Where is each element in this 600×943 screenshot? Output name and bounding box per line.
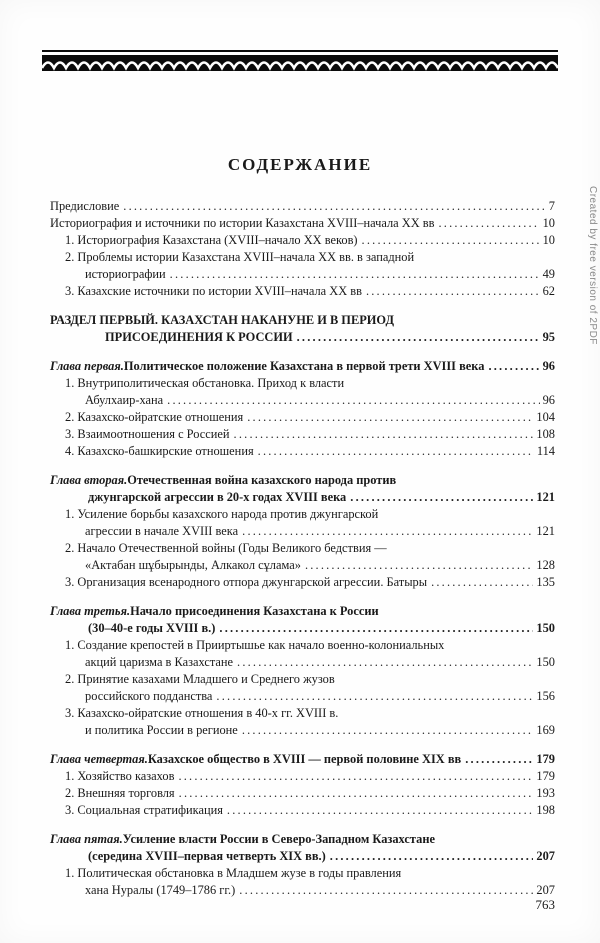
dot-leader [258,443,534,460]
dot-leader [330,848,534,865]
toc-entry [50,375,555,409]
page-ref: 10 [542,233,555,247]
entry-text: 2. Начало Отечественной войны (Годы Великого бедствия — [65,541,387,555]
toc-entry [50,574,555,591]
entry-text: «Актабан шұбырынды, Алкакол сұлама» [85,558,301,572]
entry-text: 1. Создание крепостей в Прииртышье как начало военно-колониальных [65,638,445,652]
entry-text: 2. Принятие казахами Младшего и Среднего жузов [65,672,335,686]
entry-text: Предисловие [50,199,120,213]
toc-entry [50,443,555,460]
entry-text: Усиление власти России в Северо-Западном Казахстане [122,832,435,846]
chapter-label: Глава пятая. [50,832,123,846]
dot-leader [237,654,533,671]
dot-leader [219,620,533,637]
toc-line [50,329,555,346]
toc-line [65,654,555,671]
toc-line [50,198,555,215]
page-ref: 169 [536,723,555,737]
toc-line [65,705,555,722]
page-ref: 179 [536,769,555,783]
entry-text: 3. Казахско-ойратские отношения в 40-х гг. XVIII в. [65,706,339,720]
toc-entry [50,506,555,540]
toc-line [50,831,555,848]
toc-line [65,266,555,283]
entry-text: 3. Взаимоотношения с Россией [65,427,230,441]
toc-line [65,574,555,591]
toc-entry [50,802,555,819]
toc-entry [50,705,555,739]
toc-entry [50,312,555,346]
entry-text: 2. Проблемы истории Казахстана XVIII–начала XX вв. в западной [65,250,415,264]
toc-line [50,603,555,620]
entry-text: РАЗДЕЛ ПЕРВЫЙ. КАЗАХСТАН НАКАНУНЕ И В ПЕРИОД [50,313,394,327]
toc-entry [50,232,555,249]
entry-text: акций царизма в Казахстане [85,655,234,669]
toc-entry [50,768,555,785]
entry-text: Абулхаир-хана [85,393,164,407]
page-ref: 96 [542,359,555,373]
toc-entry [50,472,555,506]
chapter-label: Глава первая. [50,359,124,373]
chapter-label: Глава третья. [50,604,131,618]
toc-line [65,283,555,300]
dot-leader [179,785,534,802]
toc-line [65,637,555,654]
entry-text: 1. Внутриполитическая обстановка. Приход к власти [65,376,345,390]
dot-leader [242,523,533,540]
toc-line [50,489,555,506]
page-ref: 150 [536,655,555,669]
page-ref: 7 [548,199,555,213]
page-ref: 128 [536,558,555,572]
toc-line [65,688,555,705]
toc-line [50,620,555,637]
dot-leader [167,392,539,409]
ornament-border [42,50,558,71]
dot-leader [297,329,540,346]
entry-text: и политика России в регионе [85,723,238,737]
toc-line [65,882,555,899]
entry-text: 1. Историография Казахстана (XVIII–начало XX веков) [65,233,358,247]
dot-leader [247,409,533,426]
toc-line [65,768,555,785]
dot-leader [350,489,533,506]
folio-number: 763 [535,897,555,912]
dot-leader [366,283,540,300]
toc-line [65,557,555,574]
page-ref: 135 [536,575,555,589]
entry-text: российского подданства [85,689,213,703]
dot-leader [488,358,539,375]
toc-line [65,865,555,882]
toc-line [65,671,555,688]
page-ref: 121 [536,524,555,538]
chapter-label: Глава вторая. [50,473,128,487]
entry-text: Казахское общество в XVIII — первой половине XIX вв [147,752,462,766]
toc-entry [50,409,555,426]
toc-entry [50,249,555,283]
toc-line [65,506,555,523]
toc-entry [50,426,555,443]
entry-text: ПРИСОЕДИНЕНИЯ К РОССИИ [105,330,293,344]
toc-line [65,540,555,557]
page-ref: 198 [536,803,555,817]
entry-text: (30–40-е годы XVIII в.) [88,621,216,635]
toc-entry [50,198,555,215]
dot-leader [239,882,533,899]
toc-entry [50,358,555,375]
page-ref: 179 [536,752,555,766]
toc-line [65,392,555,409]
page-ref: 207 [536,849,555,863]
toc-line [50,215,555,232]
toc-line [65,523,555,540]
toc-line [50,358,555,375]
entry-text: 3. Организация всенародного отпора джунгарской агрессии. Батыры [65,575,428,589]
entry-text: хана Нуралы (1749–1786 гг.) [85,883,236,897]
toc-line [50,312,555,329]
toc-entry [50,671,555,705]
entry-text: историографии [85,267,166,281]
entry-text: 2. Казахско-ойратские отношения [65,410,244,424]
dot-leader [123,198,546,215]
dot-leader [227,802,533,819]
entry-text: Политическое положение Казахстана в первой трети XVIII века [123,359,485,373]
page-ref: 49 [542,267,555,281]
dot-leader [216,688,533,705]
page-ref: 62 [542,284,555,298]
dot-leader [362,232,540,249]
watermark-text: Created by free version of 2PDF [587,186,598,345]
toc-line [65,409,555,426]
toc-line [50,751,555,768]
toc-line [50,472,555,489]
page-ref: 193 [536,786,555,800]
entry-text: Начало присоединения Казахстана к России [130,604,379,618]
chapter-label: Глава четвертая. [50,752,148,766]
toc [50,198,555,899]
toc-entry [50,215,555,232]
toc-line [65,249,555,266]
page-ref: 104 [536,410,555,424]
toc-entry [50,751,555,768]
toc-line [65,802,555,819]
ornament-rule [42,50,558,52]
page-ref: 114 [536,444,555,458]
page-ref: 207 [536,883,555,897]
dot-leader [465,751,533,768]
page-ref: 156 [536,689,555,703]
entry-text: (середина XVIII–первая четверть XIX вв.) [88,849,326,863]
entry-text: Отечественная война казахского народа против [127,473,397,487]
toc-entry [50,831,555,865]
toc-entry [50,283,555,300]
toc-line [65,722,555,739]
dot-leader [242,722,534,739]
toc-line [65,375,555,392]
entry-text: 3. Казахские источники по истории XVIII–начала XX вв [65,284,362,298]
dot-leader [305,557,533,574]
page-ref: 108 [536,427,555,441]
entry-text: Историография и источники по истории Казахстана XVIII–начала XX вв [50,216,435,230]
page-ref: 10 [542,216,555,230]
toc-entry [50,603,555,637]
entry-text: джунгарской агрессии в 20-х годах XVIII века [88,490,347,504]
entry-text: агрессии в начале XVIII века [85,524,239,538]
page-title: СОДЕРЖАНИЕ [227,155,373,174]
dot-leader [170,266,540,283]
toc-line [50,848,555,865]
ornament-wave-pattern [42,55,558,71]
entry-text: 1. Усиление борьбы казахского народа против джунгарской [65,507,379,521]
entry-text: 1. Политическая обстановка в Младшем жузе в годы правления [65,866,402,880]
dot-leader [438,215,539,232]
page-ref: 121 [536,490,555,504]
toc-entry [50,637,555,671]
toc-line [65,232,555,249]
toc-entry [50,785,555,802]
page-ref: 150 [536,621,555,635]
entry-text: 1. Хозяйство казахов [65,769,175,783]
toc-line [65,443,555,460]
entry-text: 3. Социальная стратификация [65,803,223,817]
entry-text: 4. Казахско-башкирские отношения [65,444,254,458]
toc-line [65,426,555,443]
entry-text: 2. Внешняя торговля [65,786,175,800]
toc-entry [50,865,555,899]
toc-line [65,785,555,802]
dot-leader [178,768,533,785]
dot-leader [234,426,534,443]
page-ref: 96 [542,393,555,407]
dot-leader [431,574,533,591]
page-ref: 95 [542,330,555,344]
toc-entry [50,540,555,574]
